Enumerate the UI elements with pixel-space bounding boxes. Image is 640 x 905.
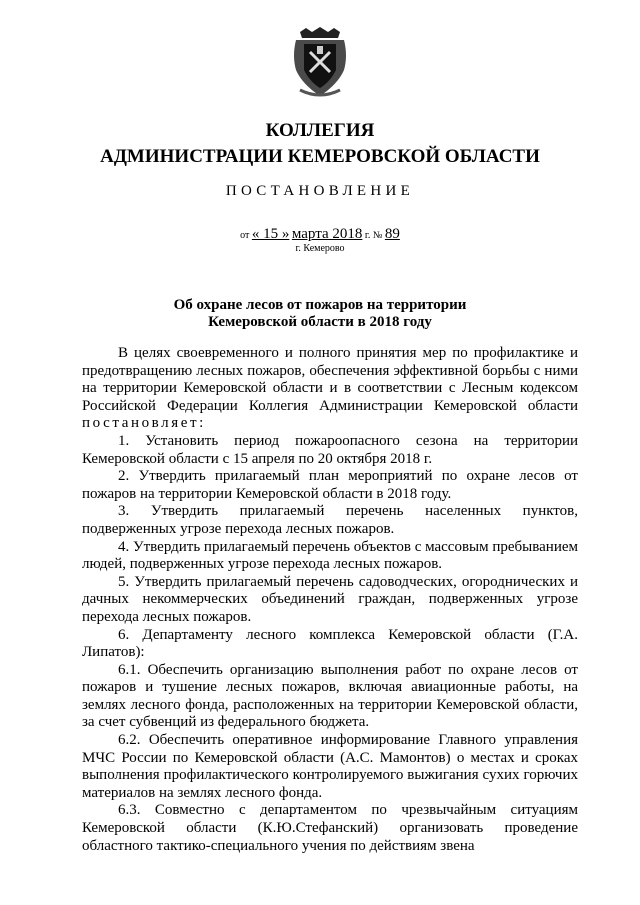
item-6-3: 6.3. Совместно с департаментом по чрезвычайным ситуациям Кемеровской области (К.Ю.Стефанский) организовать проведение областного тактико-специального учения по действиям звена: [82, 802, 578, 854]
date-number-line: [0, 226, 640, 243]
item-6-2: 6.2. Обеспечить оперативное информирование Главного управления МЧС России по Кемеровской области (А.С. Мамонтов) о местах и сроках выполнения профилактического контролируемого выжигания сухих горючих материалов на землях лесного фонда.: [82, 732, 578, 801]
date-day: « 15 »: [251, 226, 290, 242]
city: г. Кемерово: [295, 243, 345, 254]
intro-paragraph: [82, 345, 578, 433]
document-title-line2: Кемеровской области в 2018 году: [208, 314, 432, 330]
date-month-year: марта 2018: [291, 226, 363, 242]
document-number: 89: [384, 226, 400, 242]
document-title-line1: Об охране лесов от пожаров на территории: [173, 297, 467, 313]
item-4: 4. Утвердить прилагаемый перечень объектов с массовым пребыванием людей, подверженных угрозе перехода лесных пожаров.: [82, 538, 579, 573]
org-name-line2: АДМИНИСТРАЦИИ КЕМЕРОВСКОЙ ОБЛАСТИ: [100, 146, 540, 167]
coat-of-arms-emblem: [290, 26, 350, 102]
document-type: ПОСТАНОВЛЕНИЕ: [225, 183, 415, 199]
decree-word: постановляет:: [82, 415, 206, 432]
date-year-suffix: г.: [364, 230, 371, 241]
intro-text: В целях своевременного и полного принятия мер по профилактике и предотвращению лесных пожаров, обеспечения эффективной борьбы с ними на территории Кемеровской области и в соответствии с Лесным кодексом Российской Федерации Коллегия Администрации Кемеровской области: [82, 345, 578, 414]
org-name-line1: КОЛЛЕГИЯ: [265, 120, 375, 141]
item-6-1: 6.1. Обеспечить организацию выполнения работ по охране лесов от пожаров и тушение лесных пожаров, включая авиационные работы, на землях лесного фонда, расположенных на территории Кемеровской области, за счет субвенций из федерального бюджета.: [82, 661, 578, 731]
item-6: 6. Департаменту лесного комплекса Кемеровской области (Г.А. Липатов):: [82, 626, 578, 661]
item-5: 5. Утвердить прилагаемый перечень садоводческих, огороднических и дачных некоммерческих объединений граждан, подверженных угрозе перехода лесных пожаров.: [82, 573, 578, 625]
item-3: 3. Утвердить прилагаемый перечень населенных пунктов, подверженных угрозе перехода лесных пожаров.: [82, 503, 578, 537]
document-body: [82, 345, 578, 855]
item-1: 1. Установить период пожароопасного сезона на территории Кемеровской области с 15 апреля по 20 октября 2018 г.: [82, 432, 578, 467]
item-2: 2. Утвердить прилагаемый план мероприятий по охране лесов от пожаров на территории Кемеровской области в 2018 году.: [82, 468, 578, 502]
number-sign: №: [372, 230, 383, 241]
date-prefix: от: [240, 230, 250, 241]
